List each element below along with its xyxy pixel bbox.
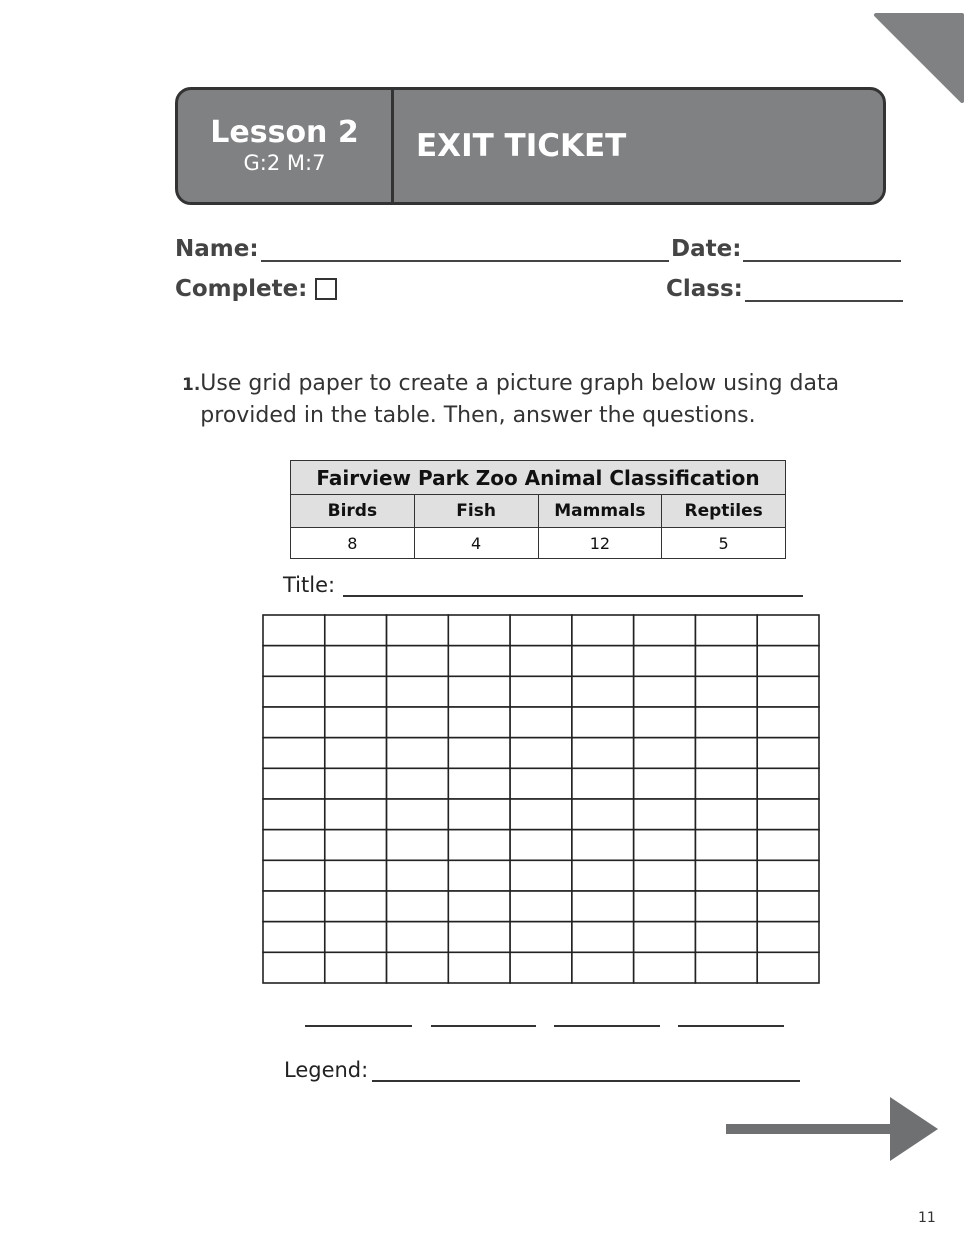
legend-field	[284, 1058, 800, 1082]
grid-cell[interactable]	[325, 676, 387, 707]
grid-cell[interactable]	[757, 676, 819, 707]
grid-cell[interactable]	[448, 646, 510, 677]
grid-cell[interactable]	[263, 922, 325, 953]
grid-cell[interactable]	[448, 830, 510, 861]
grid-cell[interactable]	[572, 615, 634, 646]
grid-cell[interactable]	[448, 768, 510, 799]
grid-cell[interactable]	[263, 952, 325, 983]
grid-cell[interactable]	[572, 799, 634, 830]
grid-cell[interactable]	[572, 676, 634, 707]
grid-cell[interactable]	[634, 860, 696, 891]
question-text: Use grid paper to create a picture graph below using data provided in the table. Then, answer the questions.	[200, 371, 840, 428]
class-label: Class:	[666, 276, 743, 302]
graph-title-input-line[interactable]	[343, 577, 803, 597]
name-field	[175, 236, 669, 262]
table-header-birds: Birds	[291, 495, 415, 528]
grid-cell[interactable]	[757, 738, 819, 769]
table-header-mammals: Mammals	[538, 495, 662, 528]
grid-cell[interactable]	[572, 707, 634, 738]
grid-cell[interactable]	[510, 646, 572, 677]
grid-cell[interactable]	[325, 738, 387, 769]
grid-cell[interactable]	[695, 646, 757, 677]
grid-cell[interactable]	[634, 615, 696, 646]
grid-cell[interactable]	[510, 768, 572, 799]
grid-cell[interactable]	[634, 830, 696, 861]
grid-cell[interactable]	[510, 922, 572, 953]
grid-cell[interactable]	[387, 738, 449, 769]
class-input-line[interactable]	[745, 278, 903, 302]
table-header-fish: Fish	[414, 495, 538, 528]
page-number: 11	[918, 1210, 936, 1226]
grid-cell[interactable]	[448, 676, 510, 707]
grid-cell[interactable]	[387, 676, 449, 707]
grid-cell[interactable]	[634, 799, 696, 830]
grid-cell[interactable]	[757, 646, 819, 677]
grid-cell[interactable]	[325, 768, 387, 799]
grid-cell[interactable]	[634, 707, 696, 738]
category-line-3[interactable]	[554, 1025, 660, 1027]
graph-title-label: Title:	[283, 573, 336, 597]
grid-cell[interactable]	[572, 922, 634, 953]
grid-cell[interactable]	[387, 891, 449, 922]
grid-cell[interactable]	[263, 676, 325, 707]
grid-cell[interactable]	[387, 615, 449, 646]
grid-cell[interactable]	[325, 799, 387, 830]
grid-cell[interactable]	[757, 768, 819, 799]
grid-cell[interactable]	[325, 922, 387, 953]
grid-cell[interactable]	[695, 738, 757, 769]
table-value-mammals: 12	[538, 528, 662, 559]
grid-cell[interactable]	[325, 952, 387, 983]
lesson-subtitle: G:2 M:7	[243, 151, 326, 175]
date-label: Date:	[671, 236, 742, 262]
grid-cell[interactable]	[387, 860, 449, 891]
grid-cell[interactable]	[510, 676, 572, 707]
grid-cell[interactable]	[634, 768, 696, 799]
grid-cell[interactable]	[757, 891, 819, 922]
grid-cell[interactable]	[572, 738, 634, 769]
grid-cell[interactable]	[448, 707, 510, 738]
grid-cell[interactable]	[263, 891, 325, 922]
grid-cell[interactable]	[634, 922, 696, 953]
category-line-4[interactable]	[678, 1025, 784, 1027]
grid-cell[interactable]	[263, 738, 325, 769]
category-line-2[interactable]	[431, 1025, 536, 1027]
grid-cell[interactable]	[448, 952, 510, 983]
grid-cell[interactable]	[263, 646, 325, 677]
grid-cell[interactable]	[387, 768, 449, 799]
grid-cell[interactable]	[325, 615, 387, 646]
grid-cell[interactable]	[634, 676, 696, 707]
grid-cell[interactable]	[448, 738, 510, 769]
grid-cell[interactable]	[387, 646, 449, 677]
grid-cell[interactable]	[448, 891, 510, 922]
grid-cell[interactable]	[634, 891, 696, 922]
table-value-fish: 4	[414, 528, 538, 559]
grid-cell[interactable]	[325, 646, 387, 677]
picture-graph-grid[interactable]	[262, 614, 820, 985]
table-header-reptiles: Reptiles	[662, 495, 786, 528]
table-value-reptiles: 5	[662, 528, 786, 559]
grid-cell[interactable]	[510, 830, 572, 861]
complete-checkbox[interactable]	[315, 278, 337, 300]
grid-cell[interactable]	[757, 615, 819, 646]
grid-cell[interactable]	[325, 891, 387, 922]
table-value-birds: 8	[291, 528, 415, 559]
grid-cell[interactable]	[448, 799, 510, 830]
grid-cell[interactable]	[695, 860, 757, 891]
table-title: Fairview Park Zoo Animal Classification	[291, 461, 786, 495]
question-1	[182, 368, 862, 432]
grid-cell[interactable]	[572, 768, 634, 799]
grid-cell[interactable]	[510, 707, 572, 738]
grid-cell[interactable]	[510, 799, 572, 830]
grid-cell[interactable]	[757, 922, 819, 953]
grid-cell[interactable]	[634, 952, 696, 983]
grid-cell[interactable]	[387, 799, 449, 830]
grid-cell[interactable]	[757, 952, 819, 983]
grid-cell[interactable]	[695, 830, 757, 861]
name-label: Name:	[175, 236, 259, 262]
next-page-arrow-icon	[726, 1097, 940, 1163]
name-input-line[interactable]	[261, 238, 669, 262]
legend-label: Legend:	[284, 1058, 369, 1082]
date-field	[671, 236, 901, 262]
grid-cell[interactable]	[510, 615, 572, 646]
grid-cell[interactable]	[263, 830, 325, 861]
lesson-header	[175, 87, 886, 205]
grid-cell[interactable]	[695, 676, 757, 707]
grid-cell[interactable]	[572, 646, 634, 677]
lesson-box	[178, 90, 394, 202]
grid-cell[interactable]	[387, 830, 449, 861]
grid-cell[interactable]	[757, 830, 819, 861]
grid-cell[interactable]	[695, 891, 757, 922]
complete-field	[175, 276, 337, 302]
category-line-1[interactable]	[305, 1025, 412, 1027]
graph-title-field	[283, 573, 803, 597]
legend-input-line[interactable]	[372, 1062, 800, 1082]
grid-cell[interactable]	[572, 830, 634, 861]
grid-cell[interactable]	[695, 768, 757, 799]
question-number: 1.	[182, 375, 201, 395]
grid-cell[interactable]	[325, 707, 387, 738]
grid-cell[interactable]	[695, 707, 757, 738]
grid-cell[interactable]	[572, 860, 634, 891]
grid-cell[interactable]	[387, 922, 449, 953]
grid-cell[interactable]	[510, 891, 572, 922]
grid-cell[interactable]	[634, 646, 696, 677]
grid-cell[interactable]	[695, 799, 757, 830]
grid-cell[interactable]	[572, 891, 634, 922]
lesson-title: Lesson 2	[210, 115, 359, 150]
grid-cell[interactable]	[448, 922, 510, 953]
exit-ticket-title: EXIT TICKET	[416, 128, 627, 164]
grid-cell[interactable]	[448, 860, 510, 891]
grid-cell[interactable]	[387, 952, 449, 983]
grid-cell[interactable]	[263, 799, 325, 830]
date-input-line[interactable]	[743, 238, 901, 262]
grid-cell[interactable]	[572, 952, 634, 983]
grid-cell[interactable]	[448, 615, 510, 646]
grid-cell[interactable]	[634, 738, 696, 769]
grid-cell[interactable]	[263, 707, 325, 738]
grid-cell[interactable]	[757, 860, 819, 891]
grid-cell[interactable]	[325, 830, 387, 861]
grid-cell[interactable]	[695, 922, 757, 953]
class-field	[666, 276, 903, 302]
grid-cell[interactable]	[510, 738, 572, 769]
complete-label: Complete:	[175, 276, 308, 302]
grid-cell[interactable]	[387, 707, 449, 738]
grid-cell[interactable]	[263, 615, 325, 646]
animal-classification-table	[290, 460, 786, 559]
grid-cell[interactable]	[263, 768, 325, 799]
grid-cell[interactable]	[757, 707, 819, 738]
grid-cell[interactable]	[510, 952, 572, 983]
grid-cell[interactable]	[510, 860, 572, 891]
grid-cell[interactable]	[757, 799, 819, 830]
grid-cell[interactable]	[695, 952, 757, 983]
grid-cell[interactable]	[695, 615, 757, 646]
grid-cell[interactable]	[325, 860, 387, 891]
grid-cell[interactable]	[263, 860, 325, 891]
